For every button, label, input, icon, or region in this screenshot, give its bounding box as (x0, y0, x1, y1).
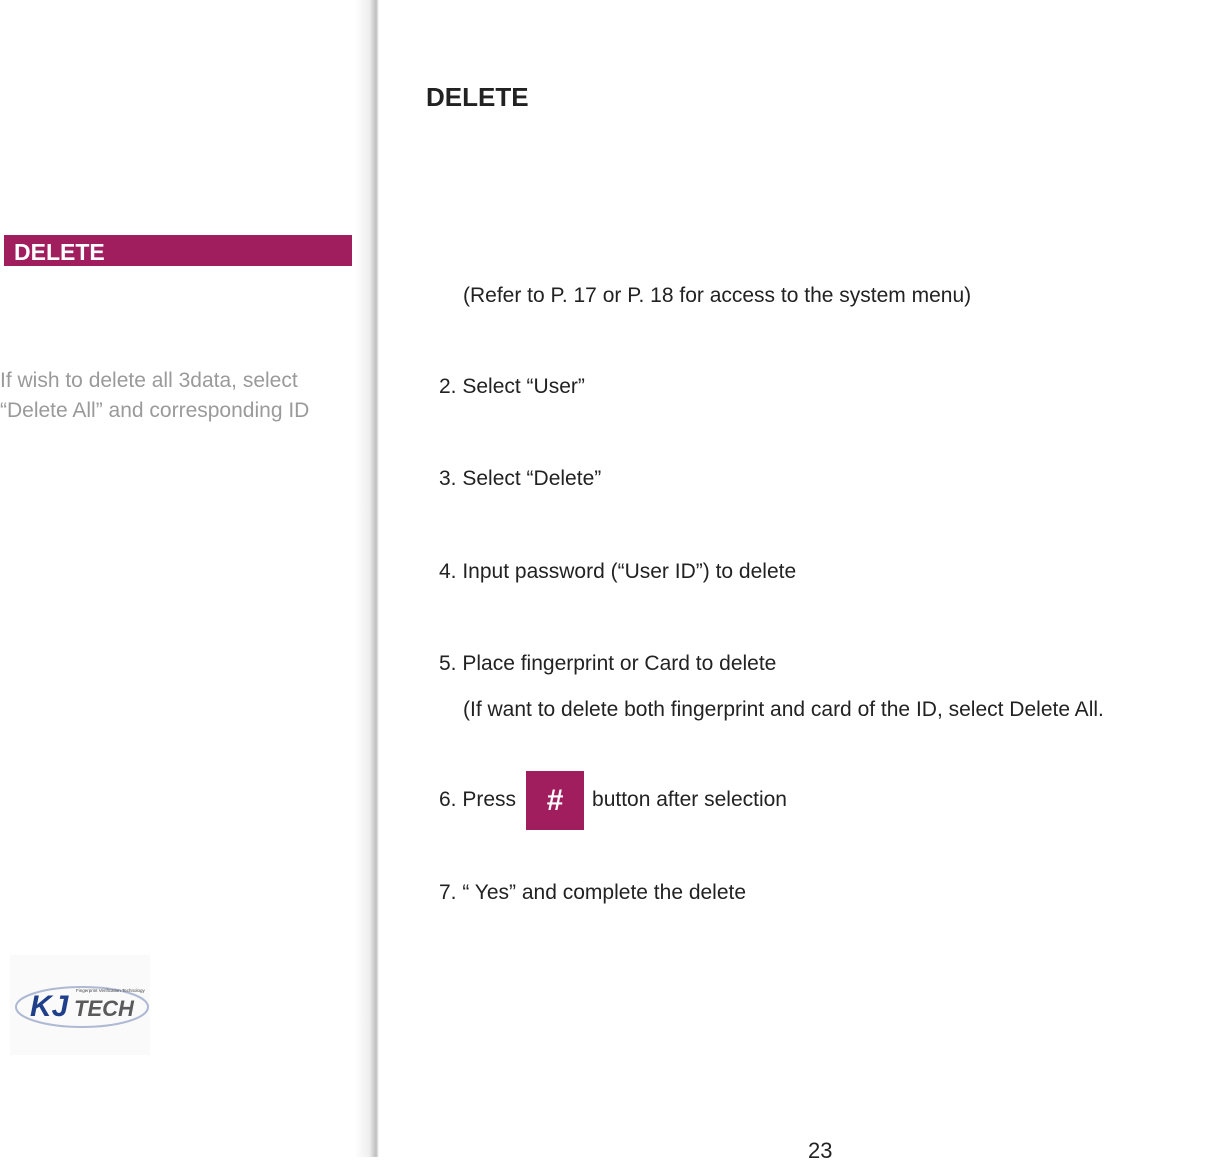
sidebar-note-line-2: “Delete All” and corresponding ID (0, 399, 310, 422)
step-6-prefix: 6. Press (439, 788, 517, 811)
step-6 (439, 770, 787, 830)
step-2: 2. Select “User” (439, 375, 585, 398)
step-7: 7. “ Yes” and complete the delete (439, 881, 747, 904)
logo-tagline: Fingerprint Verification Technology (76, 988, 145, 993)
logo-tech-text: TECH (74, 996, 134, 1021)
step-5-note: (If want to delete both fingerprint and card of the ID, select Delete All. (463, 698, 1104, 721)
step-6-suffix: button after selection (592, 788, 787, 811)
sidebar-section-badge: DELETE (4, 235, 352, 266)
logo-kj-text: KJ (30, 990, 69, 1023)
step-5: 5. Place fingerprint or Card to delete (439, 652, 777, 675)
sidebar-note-line-1: If wish to delete all 3data, select (0, 369, 298, 392)
refer-note: (Refer to P. 17 or P. 18 for access to the system menu) (463, 284, 972, 307)
step-3: 3. Select “Delete” (439, 467, 602, 490)
column-divider (355, 0, 379, 1157)
page-number: 23 (808, 1138, 833, 1161)
step-4: 4. Input password (“User ID”) to delete (439, 560, 797, 583)
kjtech-logo (10, 955, 150, 1055)
section-title: DELETE (426, 82, 529, 112)
sidebar-note (0, 366, 370, 426)
hash-key-icon: # (526, 771, 584, 830)
